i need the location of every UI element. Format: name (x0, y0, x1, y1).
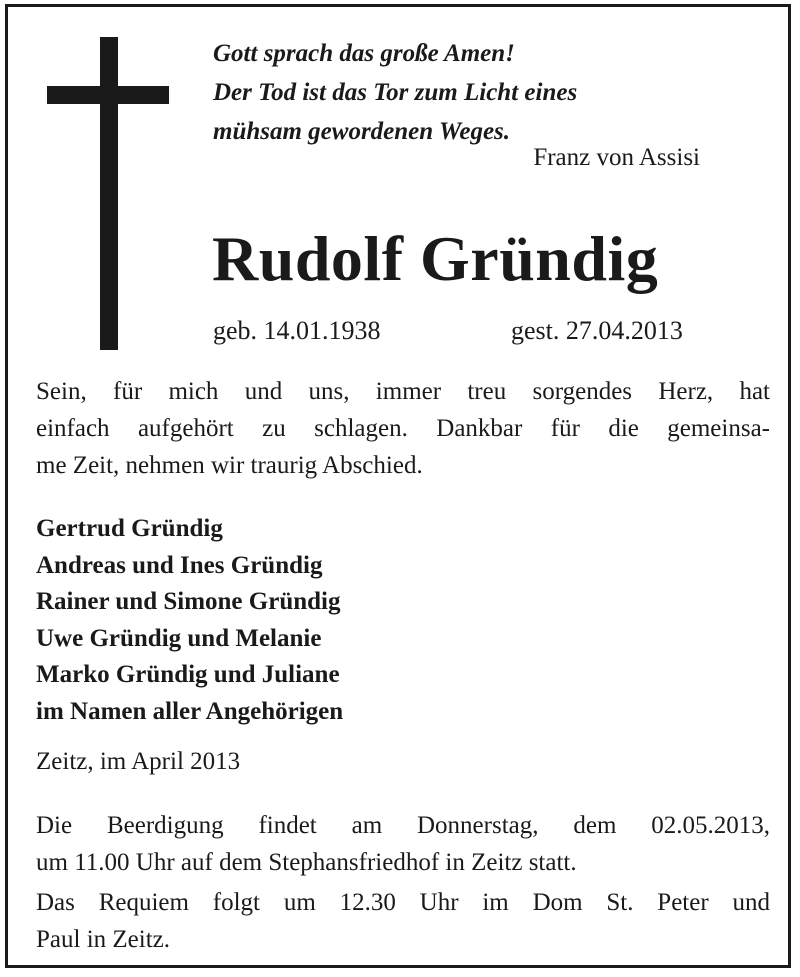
mourners-list (36, 511, 343, 730)
message-line: me Zeit, nehmen wir traurig Abschied. (36, 452, 423, 479)
mourner-name: Gertrud Gründig (36, 515, 223, 542)
cross-horizontal-beam (47, 86, 169, 104)
message-line: Sein, für mich und uns, immer treu sorgendes Herz, hat (36, 378, 770, 405)
message-line: einfach aufgehört zu schlagen. Dankbar für die gemeinsa- (36, 415, 770, 442)
requiem-line: Das Requiem folgt um 12.30 Uhr im Dom St. Peter und (36, 889, 770, 916)
requiem-notice (36, 884, 770, 958)
cross-vertical-beam (100, 37, 118, 350)
requiem-line: Paul in Zeitz. (36, 926, 170, 953)
quote-line: Der Tod ist das Tor zum Licht eines (213, 79, 578, 106)
place-and-date: Zeitz, im April 2013 (36, 748, 241, 775)
obituary-card (5, 4, 791, 968)
farewell-message (36, 373, 770, 484)
mourner-name: Rainer und Simone Gründig (36, 588, 341, 615)
quote-block (213, 34, 577, 151)
quote-line: Gott sprach das große Amen! (213, 40, 515, 67)
mourner-name: Marko Gründig und Juliane (36, 661, 340, 688)
mourner-name: im Namen aller Angehörigen (36, 697, 344, 725)
birth-date: geb. 14.01.1938 (213, 316, 381, 345)
mourner-name: Andreas und Ines Gründig (36, 551, 323, 579)
mourner-name: Uwe Gründig und Melanie (36, 624, 322, 652)
funeral-notice (36, 807, 770, 881)
quote-line: mühsam gewordenen Weges. (213, 118, 511, 145)
funeral-line: um 11.00 Uhr auf dem Stephansfriedhof in Zeitz statt. (36, 849, 577, 876)
deceased-name: Rudolf Gründig (212, 223, 659, 294)
death-date: gest. 27.04.2013 (511, 316, 683, 345)
funeral-line: Die Beerdigung findet am Donnerstag, dem 02.05.2013, (36, 812, 770, 839)
quote-author: Franz von Assisi (533, 144, 700, 171)
